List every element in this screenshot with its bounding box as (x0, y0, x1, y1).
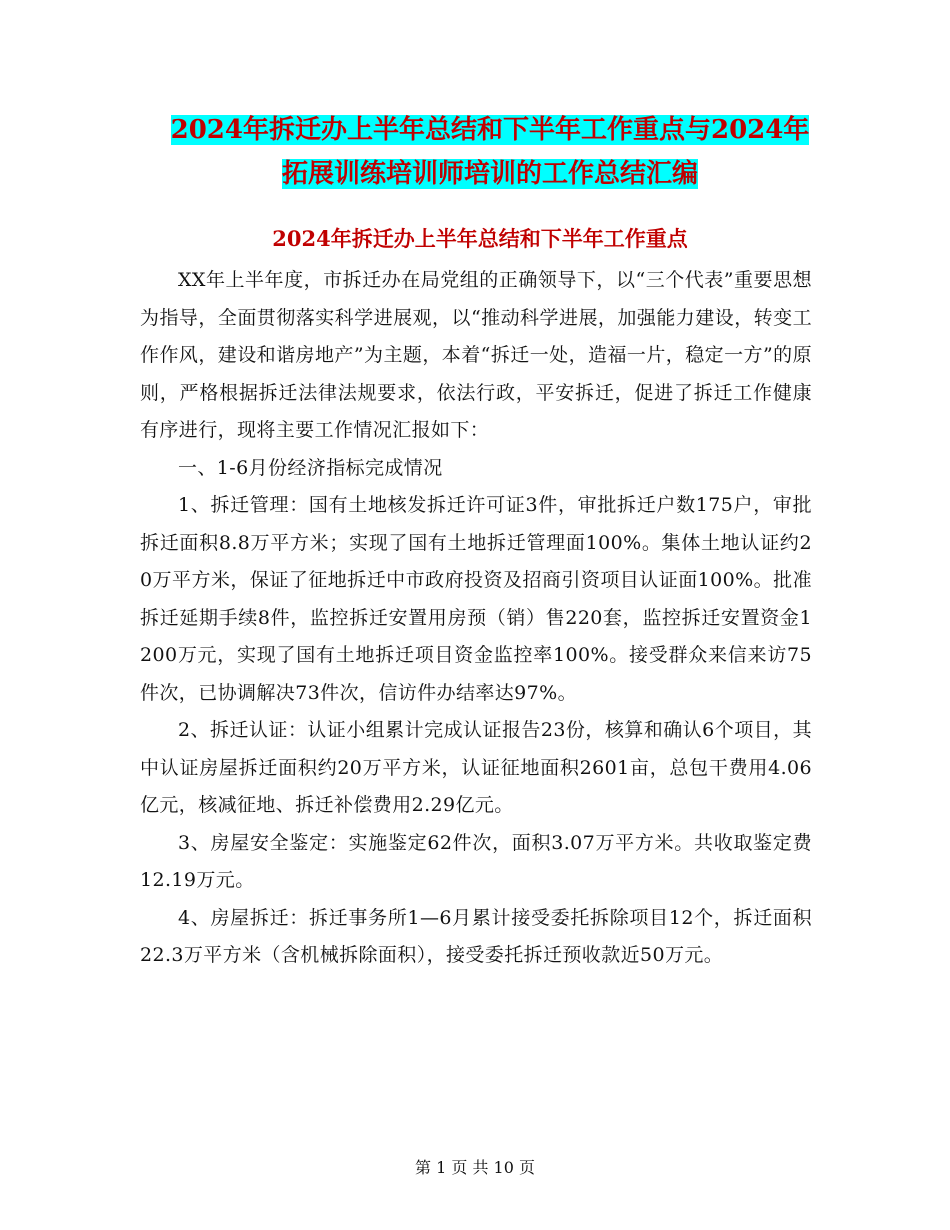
paragraph-intro: XX年上半年度，市拆迁办在局党组的正确领导下，以“三个代表”重要思想为指导，全面贯彻落实科学进展观，以“推动科学进展，加强能力建设，转变工作作风，建设和谐房地产”为主题，本着“拆迁一处，造福一片，稳定一方”的原则，严格根据拆迁法律法规要求，依法行政，平安拆迁，促进了拆迁工作健康有序进行，现将主要工作情况汇报如下： (140, 269, 812, 441)
paragraph-item-1: 1、拆迁管理：国有土地核发拆迁许可证3件，审批拆迁户数175户，审批拆迁面积8.8万平方米；实现了国有土地拆迁管理面100%。集体土地认证约20万平方米，保证了征地拆迁中市政府投资及招商引资项目认证面100%。批准拆迁延期手续8件，监控拆迁安置用房预（销）售220套，监控拆迁安置资金1200万元，实现了国有土地拆迁项目资金监控率100%。接受群众来信来访75件次，已协调解决73件次，信访件办结率达97%。 (140, 494, 812, 704)
paragraph-item-4: 4、房屋拆迁：拆迁事务所1—6月累计接受委托拆除项目12个，拆迁面积22.3万平方米（含机械拆除面积），接受委托拆迁预收款近50万元。 (140, 906, 812, 966)
title-highlight-2: 拓展训练培训师培训的工作总结汇编 (281, 159, 698, 189)
document-title-line-2 (140, 157, 840, 191)
title-highlight-1: 2024年拆迁办上半年总结和下半年工作重点与2024年 (170, 115, 810, 145)
document-body (140, 262, 812, 975)
section-heading: 2024年拆迁办上半年总结和下半年工作重点 (272, 226, 688, 251)
document-title-line-1 (140, 113, 840, 147)
paragraph-section-1: 一、1-6月份经济指标完成情况 (178, 456, 443, 479)
paragraph-item-2: 2、拆迁认证：认证小组累计完成认证报告23份，核算和确认6个项目，其中认证房屋拆迁面积约20万平方米，认证征地面积2601亩，总包干费用4.06亿元，核减征地、拆迁补偿费用2.29亿元。 (140, 719, 812, 816)
paragraph-item-3: 3、房屋安全鉴定：实施鉴定62件次，面积3.07万平方米。共收取鉴定费12.19万元。 (140, 831, 812, 891)
page-footer: 第 1 页 共 10 页 (415, 1158, 535, 1177)
